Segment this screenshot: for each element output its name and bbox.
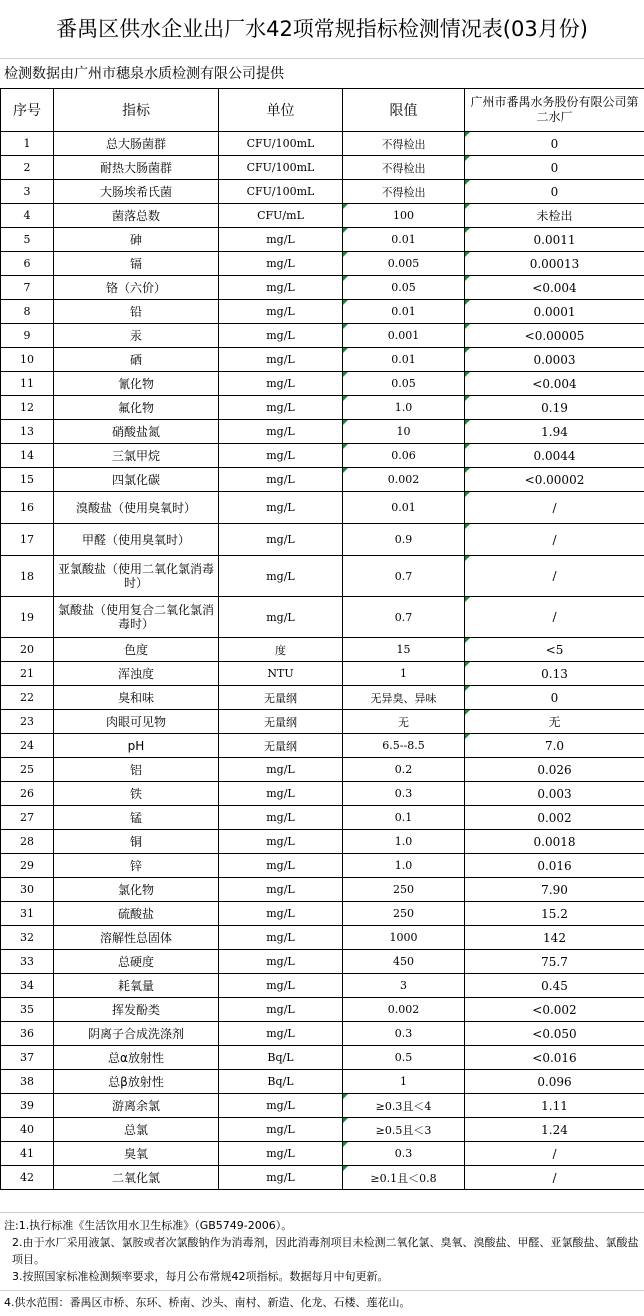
cell-index: 30 (1, 878, 54, 902)
cell-indicator: 氰化物 (54, 372, 219, 396)
cell-limit: 250 (343, 878, 465, 902)
cell-index: 27 (1, 806, 54, 830)
cell-indicator: 亚氯酸盐（使用二氧化氯消毒时） (54, 556, 219, 597)
cell-unit: mg/L (219, 372, 343, 396)
cell-limit: 0.001 (343, 324, 465, 348)
cell-indicator: 锌 (54, 854, 219, 878)
cell-result: 0.026 (465, 758, 644, 782)
table-row (1, 556, 644, 597)
cell-limit: 6.5--8.5 (343, 734, 465, 758)
cell-unit: mg/L (219, 758, 343, 782)
table-body (1, 132, 644, 1190)
cell-indicator: 氯酸盐（使用复合二氧化氯消毒时） (54, 597, 219, 638)
cell-index: 4 (1, 204, 54, 228)
cell-index: 25 (1, 758, 54, 782)
cell-indicator: 硒 (54, 348, 219, 372)
cell-unit: mg/L (219, 228, 343, 252)
cell-indicator: 铅 (54, 300, 219, 324)
cell-index: 15 (1, 468, 54, 492)
cell-result: / (465, 524, 644, 556)
table-row (1, 950, 644, 974)
footnote-2: 2.由于水厂采用液氯、氯胺或者次氯酸钠作为消毒剂，因此消毒剂项目未检测二氧化氯、臭氧、溴酸盐、甲醛、亚氯酸盐、氯酸盐项目。 (12, 1236, 639, 1266)
cell-index: 26 (1, 782, 54, 806)
cell-indicator: 铝 (54, 758, 219, 782)
cell-index: 36 (1, 1022, 54, 1046)
footnote-1: 注:1.执行标准《生活饮用水卫生标准》（GB5749-2006）。 (4, 1219, 293, 1232)
cell-result: 0 (465, 686, 644, 710)
table-row (1, 758, 644, 782)
cell-indicator: 砷 (54, 228, 219, 252)
cell-limit: 100 (343, 204, 465, 228)
table-row (1, 878, 644, 902)
cell-index: 2 (1, 156, 54, 180)
table-row (1, 1070, 644, 1094)
cell-indicator: 耗氧量 (54, 974, 219, 998)
cell-unit: mg/L (219, 468, 343, 492)
cell-limit: 0.002 (343, 468, 465, 492)
table-row (1, 1046, 644, 1070)
cell-result: 0.13 (465, 662, 644, 686)
cell-result: <0.00005 (465, 324, 644, 348)
cell-limit: 0.1 (343, 806, 465, 830)
cell-result: 1.94 (465, 420, 644, 444)
cell-indicator: 锰 (54, 806, 219, 830)
table-header-row (1, 89, 644, 132)
cell-indicator: 菌落总数 (54, 204, 219, 228)
cell-limit: 1 (343, 662, 465, 686)
footnote-3: 3.按照国家标准检测频率要求，每月公布常规42项指标。数据每月中旬更新。 (12, 1270, 389, 1283)
cell-limit: 250 (343, 902, 465, 926)
cell-index: 14 (1, 444, 54, 468)
cell-unit: mg/L (219, 902, 343, 926)
cell-unit: mg/L (219, 420, 343, 444)
cell-indicator: 肉眼可见物 (54, 710, 219, 734)
table-row (1, 1094, 644, 1118)
table-row (1, 132, 644, 156)
cell-indicator: 臭和味 (54, 686, 219, 710)
cell-index: 39 (1, 1094, 54, 1118)
cell-indicator: 挥发酚类 (54, 998, 219, 1022)
cell-unit: mg/L (219, 806, 343, 830)
cell-unit: mg/L (219, 830, 343, 854)
cell-limit: 无 (343, 710, 465, 734)
cell-unit: 无量纲 (219, 686, 343, 710)
cell-indicator: 溶解性总固体 (54, 926, 219, 950)
table-row (1, 524, 644, 556)
cell-unit: NTU (219, 662, 343, 686)
table-row (1, 597, 644, 638)
cell-unit: mg/L (219, 276, 343, 300)
cell-indicator: 总硬度 (54, 950, 219, 974)
header-indicator: 指标 (54, 89, 219, 132)
cell-indicator: 臭氧 (54, 1142, 219, 1166)
cell-result: 未检出 (465, 204, 644, 228)
table-row (1, 204, 644, 228)
cell-result: 0 (465, 180, 644, 204)
cell-result: 75.7 (465, 950, 644, 974)
cell-limit: 0.01 (343, 492, 465, 524)
cell-result: <0.00002 (465, 468, 644, 492)
cell-index: 12 (1, 396, 54, 420)
table-row (1, 1166, 644, 1190)
table-row (1, 300, 644, 324)
cell-result: 0.0044 (465, 444, 644, 468)
cell-unit: CFU/100mL (219, 180, 343, 204)
cell-indicator: pH (54, 734, 219, 758)
cell-result: <0.050 (465, 1022, 644, 1046)
cell-unit: mg/L (219, 998, 343, 1022)
cell-index: 3 (1, 180, 54, 204)
cell-index: 32 (1, 926, 54, 950)
cell-index: 24 (1, 734, 54, 758)
cell-result: <0.004 (465, 276, 644, 300)
table-row (1, 1022, 644, 1046)
cell-limit: 1 (343, 1070, 465, 1094)
table-row (1, 372, 644, 396)
cell-unit: Bq/L (219, 1070, 343, 1094)
cell-indicator: 耐热大肠菌群 (54, 156, 219, 180)
cell-index: 35 (1, 998, 54, 1022)
cell-indicator: 溴酸盐（使用臭氧时） (54, 492, 219, 524)
cell-index: 11 (1, 372, 54, 396)
cell-unit: mg/L (219, 396, 343, 420)
cell-limit: 不得检出 (343, 132, 465, 156)
cell-limit: 0.3 (343, 782, 465, 806)
cell-result: <0.002 (465, 998, 644, 1022)
cell-index: 29 (1, 854, 54, 878)
cell-result: 142 (465, 926, 644, 950)
cell-unit: mg/L (219, 782, 343, 806)
cell-index: 38 (1, 1070, 54, 1094)
cell-unit: 无量纲 (219, 734, 343, 758)
cell-indicator: 阴离子合成洗涤剂 (54, 1022, 219, 1046)
page-title: 番禺区供水企业出厂水42项常规指标检测情况表(03月份) (56, 17, 588, 41)
cell-unit: mg/L (219, 1142, 343, 1166)
cell-index: 8 (1, 300, 54, 324)
cell-result: 0 (465, 132, 644, 156)
cell-indicator: 总氯 (54, 1118, 219, 1142)
cell-unit: mg/L (219, 1118, 343, 1142)
cell-unit: mg/L (219, 444, 343, 468)
cell-limit: 1.0 (343, 830, 465, 854)
cell-limit: 不得检出 (343, 180, 465, 204)
cell-unit: mg/L (219, 252, 343, 276)
table-row (1, 444, 644, 468)
data-source-note: 检测数据由广州市穗泉水质检测有限公司提供 (0, 58, 644, 88)
cell-unit: mg/L (219, 878, 343, 902)
table-row (1, 252, 644, 276)
cell-unit: mg/L (219, 1094, 343, 1118)
cell-unit: 度 (219, 638, 343, 662)
cell-result: 0.0003 (465, 348, 644, 372)
table-row (1, 468, 644, 492)
cell-unit: 无量纲 (219, 710, 343, 734)
cell-unit: mg/L (219, 926, 343, 950)
cell-limit: 0.005 (343, 252, 465, 276)
cell-index: 33 (1, 950, 54, 974)
table-row (1, 902, 644, 926)
cell-result: 0.45 (465, 974, 644, 998)
cell-index: 40 (1, 1118, 54, 1142)
cell-result: 0.0001 (465, 300, 644, 324)
table-row (1, 854, 644, 878)
cell-result: 0.0011 (465, 228, 644, 252)
cell-unit: CFU/100mL (219, 156, 343, 180)
cell-limit: 0.2 (343, 758, 465, 782)
cell-limit: 0.5 (343, 1046, 465, 1070)
cell-indicator: 镉 (54, 252, 219, 276)
cell-limit: 15 (343, 638, 465, 662)
cell-indicator: 色度 (54, 638, 219, 662)
cell-indicator: 三氯甲烷 (54, 444, 219, 468)
cell-indicator: 大肠埃希氏菌 (54, 180, 219, 204)
cell-result: <5 (465, 638, 644, 662)
cell-index: 23 (1, 710, 54, 734)
cell-index: 42 (1, 1166, 54, 1190)
cell-unit: CFU/mL (219, 204, 343, 228)
cell-unit: mg/L (219, 854, 343, 878)
cell-indicator: 二氧化氯 (54, 1166, 219, 1190)
cell-index: 9 (1, 324, 54, 348)
cell-limit: 0.002 (343, 998, 465, 1022)
cell-result: / (465, 492, 644, 524)
cell-indicator: 硝酸盐氮 (54, 420, 219, 444)
table-row (1, 348, 644, 372)
cell-index: 10 (1, 348, 54, 372)
cell-result: / (465, 1166, 644, 1190)
cell-result: 0 (465, 156, 644, 180)
cell-index: 37 (1, 1046, 54, 1070)
cell-indicator: 硫酸盐 (54, 902, 219, 926)
cell-result: 0.0018 (465, 830, 644, 854)
table-row (1, 156, 644, 180)
cell-limit: 3 (343, 974, 465, 998)
cell-index: 21 (1, 662, 54, 686)
cell-index: 16 (1, 492, 54, 524)
cell-unit: mg/L (219, 324, 343, 348)
cell-unit: mg/L (219, 597, 343, 638)
cell-limit: 0.01 (343, 228, 465, 252)
cell-result: 0.096 (465, 1070, 644, 1094)
table-row (1, 998, 644, 1022)
cell-result: <0.004 (465, 372, 644, 396)
table-row (1, 276, 644, 300)
cell-index: 13 (1, 420, 54, 444)
cell-result: / (465, 1142, 644, 1166)
cell-unit: mg/L (219, 1166, 343, 1190)
cell-index: 34 (1, 974, 54, 998)
cell-result: 无 (465, 710, 644, 734)
cell-index: 5 (1, 228, 54, 252)
cell-limit: 不得检出 (343, 156, 465, 180)
cell-limit: 0.7 (343, 556, 465, 597)
table-row (1, 420, 644, 444)
cell-result: 0.00013 (465, 252, 644, 276)
table-row (1, 830, 644, 854)
table-row (1, 228, 644, 252)
cell-limit: 0.01 (343, 348, 465, 372)
cell-result: <0.016 (465, 1046, 644, 1070)
cell-result: 7.0 (465, 734, 644, 758)
table-row (1, 492, 644, 524)
cell-indicator: 铬（六价） (54, 276, 219, 300)
cell-indicator: 总β放射性 (54, 1070, 219, 1094)
cell-unit: Bq/L (219, 1046, 343, 1070)
cell-result: 0.003 (465, 782, 644, 806)
cell-unit: mg/L (219, 524, 343, 556)
cell-index: 7 (1, 276, 54, 300)
cell-index: 18 (1, 556, 54, 597)
cell-indicator: 总大肠菌群 (54, 132, 219, 156)
cell-indicator: 氟化物 (54, 396, 219, 420)
cell-unit: mg/L (219, 556, 343, 597)
cell-result: 15.2 (465, 902, 644, 926)
cell-indicator: 氯化物 (54, 878, 219, 902)
cell-result: / (465, 556, 644, 597)
water-quality-table (0, 88, 644, 1190)
cell-unit: mg/L (219, 974, 343, 998)
cell-result: 0.002 (465, 806, 644, 830)
cell-limit: 0.3 (343, 1142, 465, 1166)
cell-unit: CFU/100mL (219, 132, 343, 156)
cell-unit: mg/L (219, 492, 343, 524)
table-row (1, 710, 644, 734)
cell-indicator: 游离余氯 (54, 1094, 219, 1118)
cell-limit: 0.01 (343, 300, 465, 324)
header-lab: 广州市番禺水务股份有限公司第二水厂 (465, 89, 644, 132)
cell-unit: mg/L (219, 300, 343, 324)
cell-index: 41 (1, 1142, 54, 1166)
cell-limit: 0.05 (343, 276, 465, 300)
cell-limit: ≥0.3且＜4 (343, 1094, 465, 1118)
cell-index: 31 (1, 902, 54, 926)
cell-result: / (465, 597, 644, 638)
table-row (1, 1142, 644, 1166)
cell-limit: 0.06 (343, 444, 465, 468)
cell-result: 1.24 (465, 1118, 644, 1142)
cell-index: 17 (1, 524, 54, 556)
cell-indicator: 铁 (54, 782, 219, 806)
cell-limit: 1000 (343, 926, 465, 950)
cell-indicator: 汞 (54, 324, 219, 348)
cell-unit: mg/L (219, 950, 343, 974)
cell-index: 28 (1, 830, 54, 854)
cell-indicator: 总α放射性 (54, 1046, 219, 1070)
footnotes (0, 1212, 644, 1288)
cell-limit: 0.9 (343, 524, 465, 556)
cell-indicator: 甲醛（使用臭氧时） (54, 524, 219, 556)
table-row (1, 180, 644, 204)
table-row (1, 638, 644, 662)
cell-unit: mg/L (219, 1022, 343, 1046)
table-row (1, 396, 644, 420)
table-row (1, 806, 644, 830)
table-row (1, 1118, 644, 1142)
cell-result: 7.90 (465, 878, 644, 902)
cell-indicator: 浑浊度 (54, 662, 219, 686)
cell-limit: 0.7 (343, 597, 465, 638)
cell-indicator: 铜 (54, 830, 219, 854)
cell-result: 1.11 (465, 1094, 644, 1118)
cell-index: 20 (1, 638, 54, 662)
cell-index: 19 (1, 597, 54, 638)
table-row (1, 324, 644, 348)
cell-limit: 10 (343, 420, 465, 444)
cell-indicator: 四氯化碳 (54, 468, 219, 492)
cell-index: 22 (1, 686, 54, 710)
cell-limit: 0.3 (343, 1022, 465, 1046)
cell-limit: ≥0.1且＜0.8 (343, 1166, 465, 1190)
cell-index: 6 (1, 252, 54, 276)
cell-unit: mg/L (219, 348, 343, 372)
cell-limit: ≥0.5且＜3 (343, 1118, 465, 1142)
header-limit: 限值 (343, 89, 465, 132)
cell-limit: 1.0 (343, 396, 465, 420)
table-row (1, 926, 644, 950)
cell-limit: 无异臭、异味 (343, 686, 465, 710)
cell-result: 0.016 (465, 854, 644, 878)
table-row (1, 686, 644, 710)
cell-limit: 0.05 (343, 372, 465, 396)
header-index: 序号 (1, 89, 54, 132)
table-row (1, 974, 644, 998)
cell-index: 1 (1, 132, 54, 156)
cell-result: 0.19 (465, 396, 644, 420)
header-unit: 单位 (219, 89, 343, 132)
table-row (1, 734, 644, 758)
cell-limit: 1.0 (343, 854, 465, 878)
cell-limit: 450 (343, 950, 465, 974)
supply-scope: 4.供水范围：番禺区市桥、东环、桥南、沙头、南村、新造、化龙、石楼、莲花山。 (0, 1290, 644, 1316)
table-row (1, 782, 644, 806)
table-row (1, 662, 644, 686)
